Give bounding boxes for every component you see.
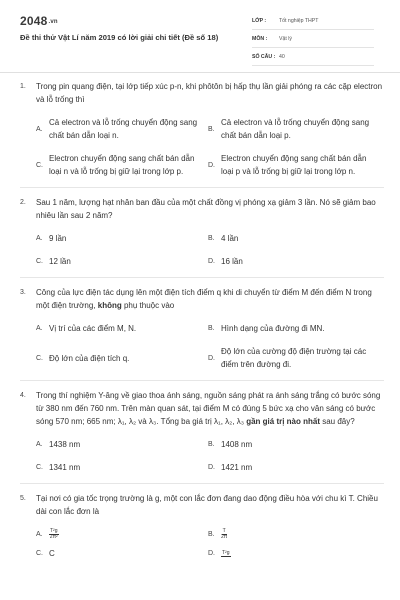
option-label: D.: [208, 161, 215, 169]
option-a[interactable]: [36, 232, 208, 245]
option-label: B.: [208, 531, 215, 538]
exam-meta: [252, 12, 374, 66]
option-text: 1438 nm: [49, 440, 81, 449]
options: [36, 345, 384, 371]
option-label: B.: [208, 235, 215, 242]
question-text: Trong thí nghiệm Y-âng về giao thoa ánh sáng, nguồn sáng phát ra ánh sáng trắng có bước sóng từ 380 nm đến 760 nm. Trên màn quan sát, tại điểm M có đúng 5 bức xạ cho vân sáng có bước sóng 570 nm; 665 nm; λ₁, λ₂ và λ₃. Tổng ba giá trị λ₁, λ₂, λ₃ gần giá trị nào nhất sau đây?: [36, 391, 381, 426]
option-label: A.: [36, 235, 43, 242]
option-label: D.: [208, 258, 215, 265]
option-c[interactable]: [36, 461, 208, 474]
option-text: Cả electron và lỗ trống chuyển động sang chất bán dẫn loại p.: [221, 118, 370, 140]
option-d[interactable]: [208, 547, 380, 560]
meta-count-row: [252, 48, 374, 66]
question-4: [20, 389, 384, 484]
option-label: C.: [36, 258, 43, 265]
options: [36, 116, 384, 142]
emphasis: gần giá trị nào nhất: [246, 417, 320, 426]
question-text: Tại nơi có gia tốc trọng trường là g, một con lắc đơn đang dao động điều hòa với chu kì T. Chiều dài con lắc đơn là: [36, 494, 378, 516]
formula: $\frac{T}{2\pi}$: [221, 528, 228, 541]
exam-title: Đề thi thử Vật Lí năm 2019 có lời giải chi tiết (Đề số 18): [20, 33, 219, 42]
question-2: [20, 196, 384, 278]
meta-class-row: [252, 12, 374, 30]
option-a[interactable]: [36, 438, 208, 451]
options: [36, 232, 384, 245]
option-b[interactable]: [208, 232, 380, 245]
question-number: 1.: [20, 83, 26, 90]
meta-subject-row: [252, 30, 374, 48]
option-label: C.: [36, 464, 43, 471]
question-list: [20, 80, 384, 560]
option-d[interactable]: [208, 152, 380, 178]
option-text: Electron chuyển động sang chất bán dẫn loại p và lỗ trống bị giữ lại trong lớp n.: [221, 154, 367, 176]
options: [36, 255, 384, 268]
meta-value: 40: [279, 53, 285, 60]
option-label: D.: [208, 464, 215, 471]
option-text: 9 lần: [49, 234, 67, 243]
question-divider: [20, 277, 384, 278]
option-label: B.: [208, 125, 215, 133]
site-logo[interactable]: 2048.vn: [20, 14, 58, 28]
option-text: 1421 nm: [221, 463, 253, 472]
option-label: C.: [36, 354, 43, 362]
meta-value: Vật lý: [279, 35, 292, 42]
option-text: Vị trí của các điểm M, N.: [49, 324, 137, 333]
option-d[interactable]: [208, 461, 380, 474]
question-number: 5.: [20, 495, 26, 502]
option-d[interactable]: [208, 255, 380, 268]
option-text: Độ lớn của cường độ điện trường tại các điểm trên đường đi.: [221, 347, 367, 369]
option-b[interactable]: [208, 322, 380, 335]
question-text: Sau 1 năm, lượng hạt nhân ban đầu của một chất đồng vị phóng xạ giảm 3 lần. Nó sẽ giảm bao nhiêu lần sau 2 năm?: [36, 198, 376, 220]
options: [36, 438, 384, 451]
option-text: 4 lần: [221, 234, 239, 243]
option-text: 16 lần: [221, 257, 243, 266]
emphasis: không: [97, 301, 122, 310]
option-label: A.: [36, 531, 43, 538]
question-text: Trong pin quang điện, tại lớp tiếp xúc p-n, khi phôtôn bị hấp thụ lần giải phóng ra các cặp electron và lỗ trống thì: [36, 82, 383, 104]
question-divider: [20, 187, 384, 188]
options: [36, 322, 384, 335]
option-text: Cả electron và lỗ trống chuyển động sang chất bán dẫn loại n.: [49, 118, 198, 140]
option-text: 1408 nm: [221, 440, 253, 449]
question-number: 3.: [20, 289, 26, 296]
option-text: Độ lớn của điện tích q.: [49, 353, 130, 363]
meta-key: LỚP :: [252, 17, 267, 24]
option-c[interactable]: [36, 345, 208, 371]
option-a[interactable]: [36, 322, 208, 335]
formula: T²g: [222, 549, 230, 556]
option-c[interactable]: [36, 547, 208, 560]
option-b[interactable]: [208, 438, 380, 451]
option-b[interactable]: [208, 116, 380, 142]
options: [36, 547, 384, 560]
option-label: A.: [36, 325, 43, 332]
option-label: D.: [208, 354, 215, 362]
question-number: 4.: [20, 392, 26, 399]
option-text: 1341 nm: [49, 463, 81, 472]
question-1: [20, 80, 384, 188]
option-label: C.: [36, 550, 43, 557]
option-a[interactable]: [36, 528, 208, 541]
option-label: C.: [36, 161, 43, 169]
meta-key: SỐ CÂU :: [252, 53, 276, 60]
option-text: Electron chuyển động sang chất bán dẫn loại n và lỗ trống bị giữ lại trong lớp p.: [49, 154, 195, 176]
question-5: [20, 492, 384, 560]
options: [36, 528, 384, 541]
page-header: [0, 0, 400, 70]
meta-value: Tốt nghiệp THPT: [279, 17, 319, 24]
option-text: C: [49, 549, 55, 558]
option-b[interactable]: [208, 528, 380, 541]
question-text: Công của lực điện tác dụng lên một điện tích điểm q khi di chuyển từ điểm M đến điểm N trong một điện trường, không phụ thuộc vào: [36, 288, 372, 310]
option-label: B.: [208, 441, 215, 448]
option-text: 12 lần: [49, 257, 71, 266]
option-label: A.: [36, 125, 43, 133]
question-divider: [20, 380, 384, 381]
formula: $\frac{\text{T²g}}{\text{2π²}}$: [49, 528, 58, 541]
question-number: 2.: [20, 199, 26, 206]
option-d[interactable]: [208, 345, 380, 371]
option-label: D.: [208, 550, 215, 557]
option-label: B.: [208, 325, 215, 332]
option-text: Hình dạng của đường đi MN.: [221, 324, 325, 333]
option-a[interactable]: [36, 116, 208, 142]
option-c[interactable]: [36, 152, 208, 178]
option-c[interactable]: [36, 255, 208, 268]
option-label: A.: [36, 441, 43, 448]
question-divider: [20, 483, 384, 484]
options: [36, 152, 384, 178]
header-divider: [0, 72, 400, 73]
options: [36, 461, 384, 474]
question-3: [20, 286, 384, 381]
meta-key: MÔN :: [252, 35, 268, 42]
